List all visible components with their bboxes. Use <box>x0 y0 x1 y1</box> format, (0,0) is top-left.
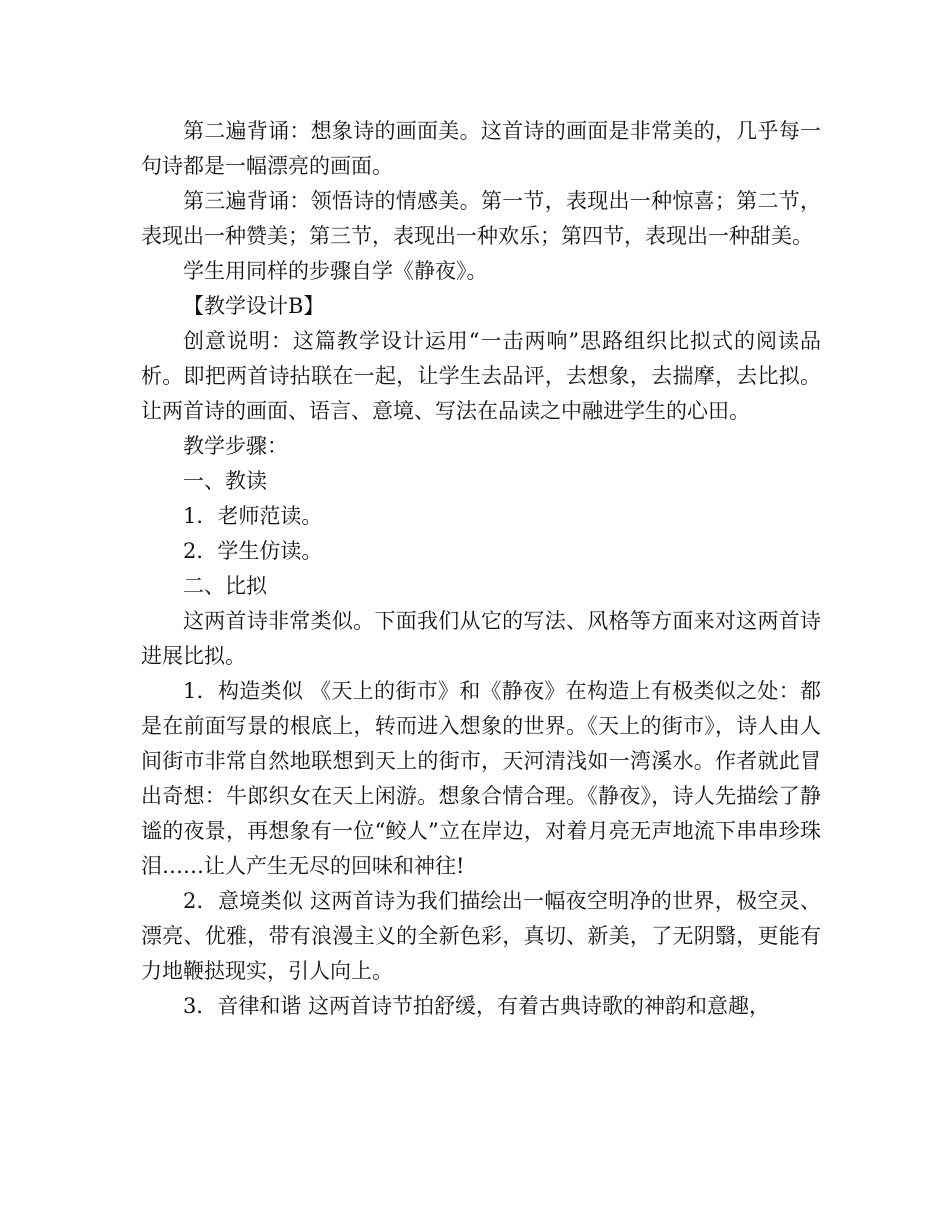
section-heading-design-b: 【教学设计B】 <box>183 294 325 318</box>
paragraph-creative-note: 创意说明：这篇教学设计运用“一击两响”思路组织比拟式的阅读品析。即把两首诗拈联在一起，让学生去品评，去想象，去揣摩，去比拟。让两首诗的画面、语言、意境、写法在品读之中融进学生的心田。 <box>141 329 821 423</box>
list-item-student-reading: 2．学生仿读。 <box>183 539 323 563</box>
paragraph-second-recitation: 第二遍背诵：想象诗的画面美。这首诗的画面是非常美的，几乎每一句诗都是一幅漂亮的画面。 <box>141 119 821 178</box>
paragraph-comparison-intro: 这两首诗非常类似。下面我们从它的写法、风格等方面来对这两首诗进展比拟。 <box>141 609 821 668</box>
paragraph-rhythm-harmony: 3．音律和谐 这两首诗节拍舒缓，有着古典诗歌的神韵和意趣， <box>183 994 771 1018</box>
heading-step-one: 一、教读 <box>183 469 267 493</box>
heading-teaching-steps: 教学步骤： <box>183 434 288 458</box>
paragraph-third-recitation: 第三遍背诵：领悟诗的情感美。第一节，表现出一种惊喜；第二节，表现出一种赞美；第三节，表现出一种欢乐；第四节，表现出一种甜美。 <box>141 189 821 248</box>
paragraph-mood-similar: 2．意境类似 这两首诗为我们描绘出一幅夜空明净的世界，极空灵、漂亮、优雅，带有浪漫主义的全新色彩，真切、新美，了无阴翳，更能有力地鞭挞现实，引人向上。 <box>141 889 821 983</box>
document-body <box>141 114 821 1024</box>
paragraph-self-study: 学生用同样的步骤自学《静夜》。 <box>183 259 488 283</box>
list-item-teacher-reading: 1．老师范读。 <box>183 504 323 528</box>
heading-step-two: 二、比拟 <box>183 574 267 598</box>
paragraph-structure-similar: 1．构造类似 《天上的街市》和《静夜》在构造上有极类似之处：都是在前面写景的根底上，转而进入想象的世界。《天上的街市》，诗人由人间街市非常自然地联想到天上的街市，天河清浅如一湾溪水。作者就此冒出奇想：牛郎织女在天上闲游。想象合情合理。《静夜》，诗人先描绘了静谧的夜景，再想象有一位“鲛人”立在岸边，对着月亮无声地流下串串珍珠泪……让人产生无尽的回味和神往! <box>141 679 821 878</box>
